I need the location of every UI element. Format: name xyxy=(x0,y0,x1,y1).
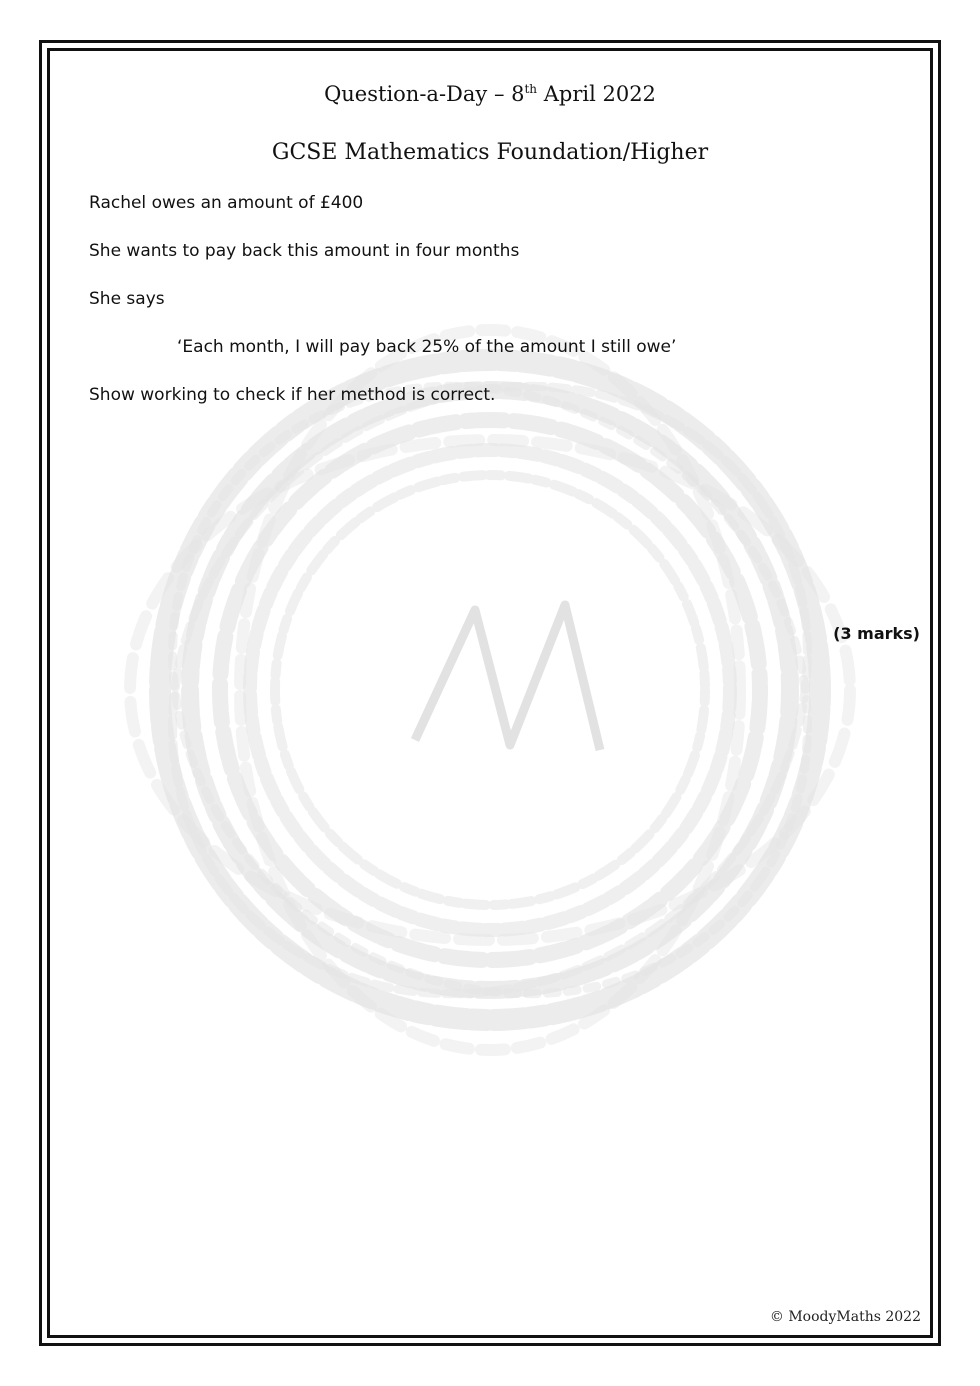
page-subtitle: GCSE Mathematics Foundation/Higher xyxy=(271,140,709,165)
question-line-says: She says xyxy=(89,289,165,309)
page-title xyxy=(0,82,980,106)
marks-label: (3 marks) xyxy=(833,624,920,643)
question-line-amount: Rachel owes an amount of £400 xyxy=(89,193,364,213)
title-prefix: Question-a-Day – 8 xyxy=(324,82,525,106)
copyright-footer: © MoodyMaths 2022 xyxy=(769,1309,921,1325)
title-ordinal-suffix: th xyxy=(524,82,538,96)
question-quote: ‘Each month, I will pay back 25% of the amount I still owe’ xyxy=(177,337,677,357)
question-instruction: Show working to check if her method is correct. xyxy=(89,385,496,405)
question-line-goal: She wants to pay back this amount in four months xyxy=(89,241,520,261)
title-suffix: April 2022 xyxy=(537,82,656,106)
